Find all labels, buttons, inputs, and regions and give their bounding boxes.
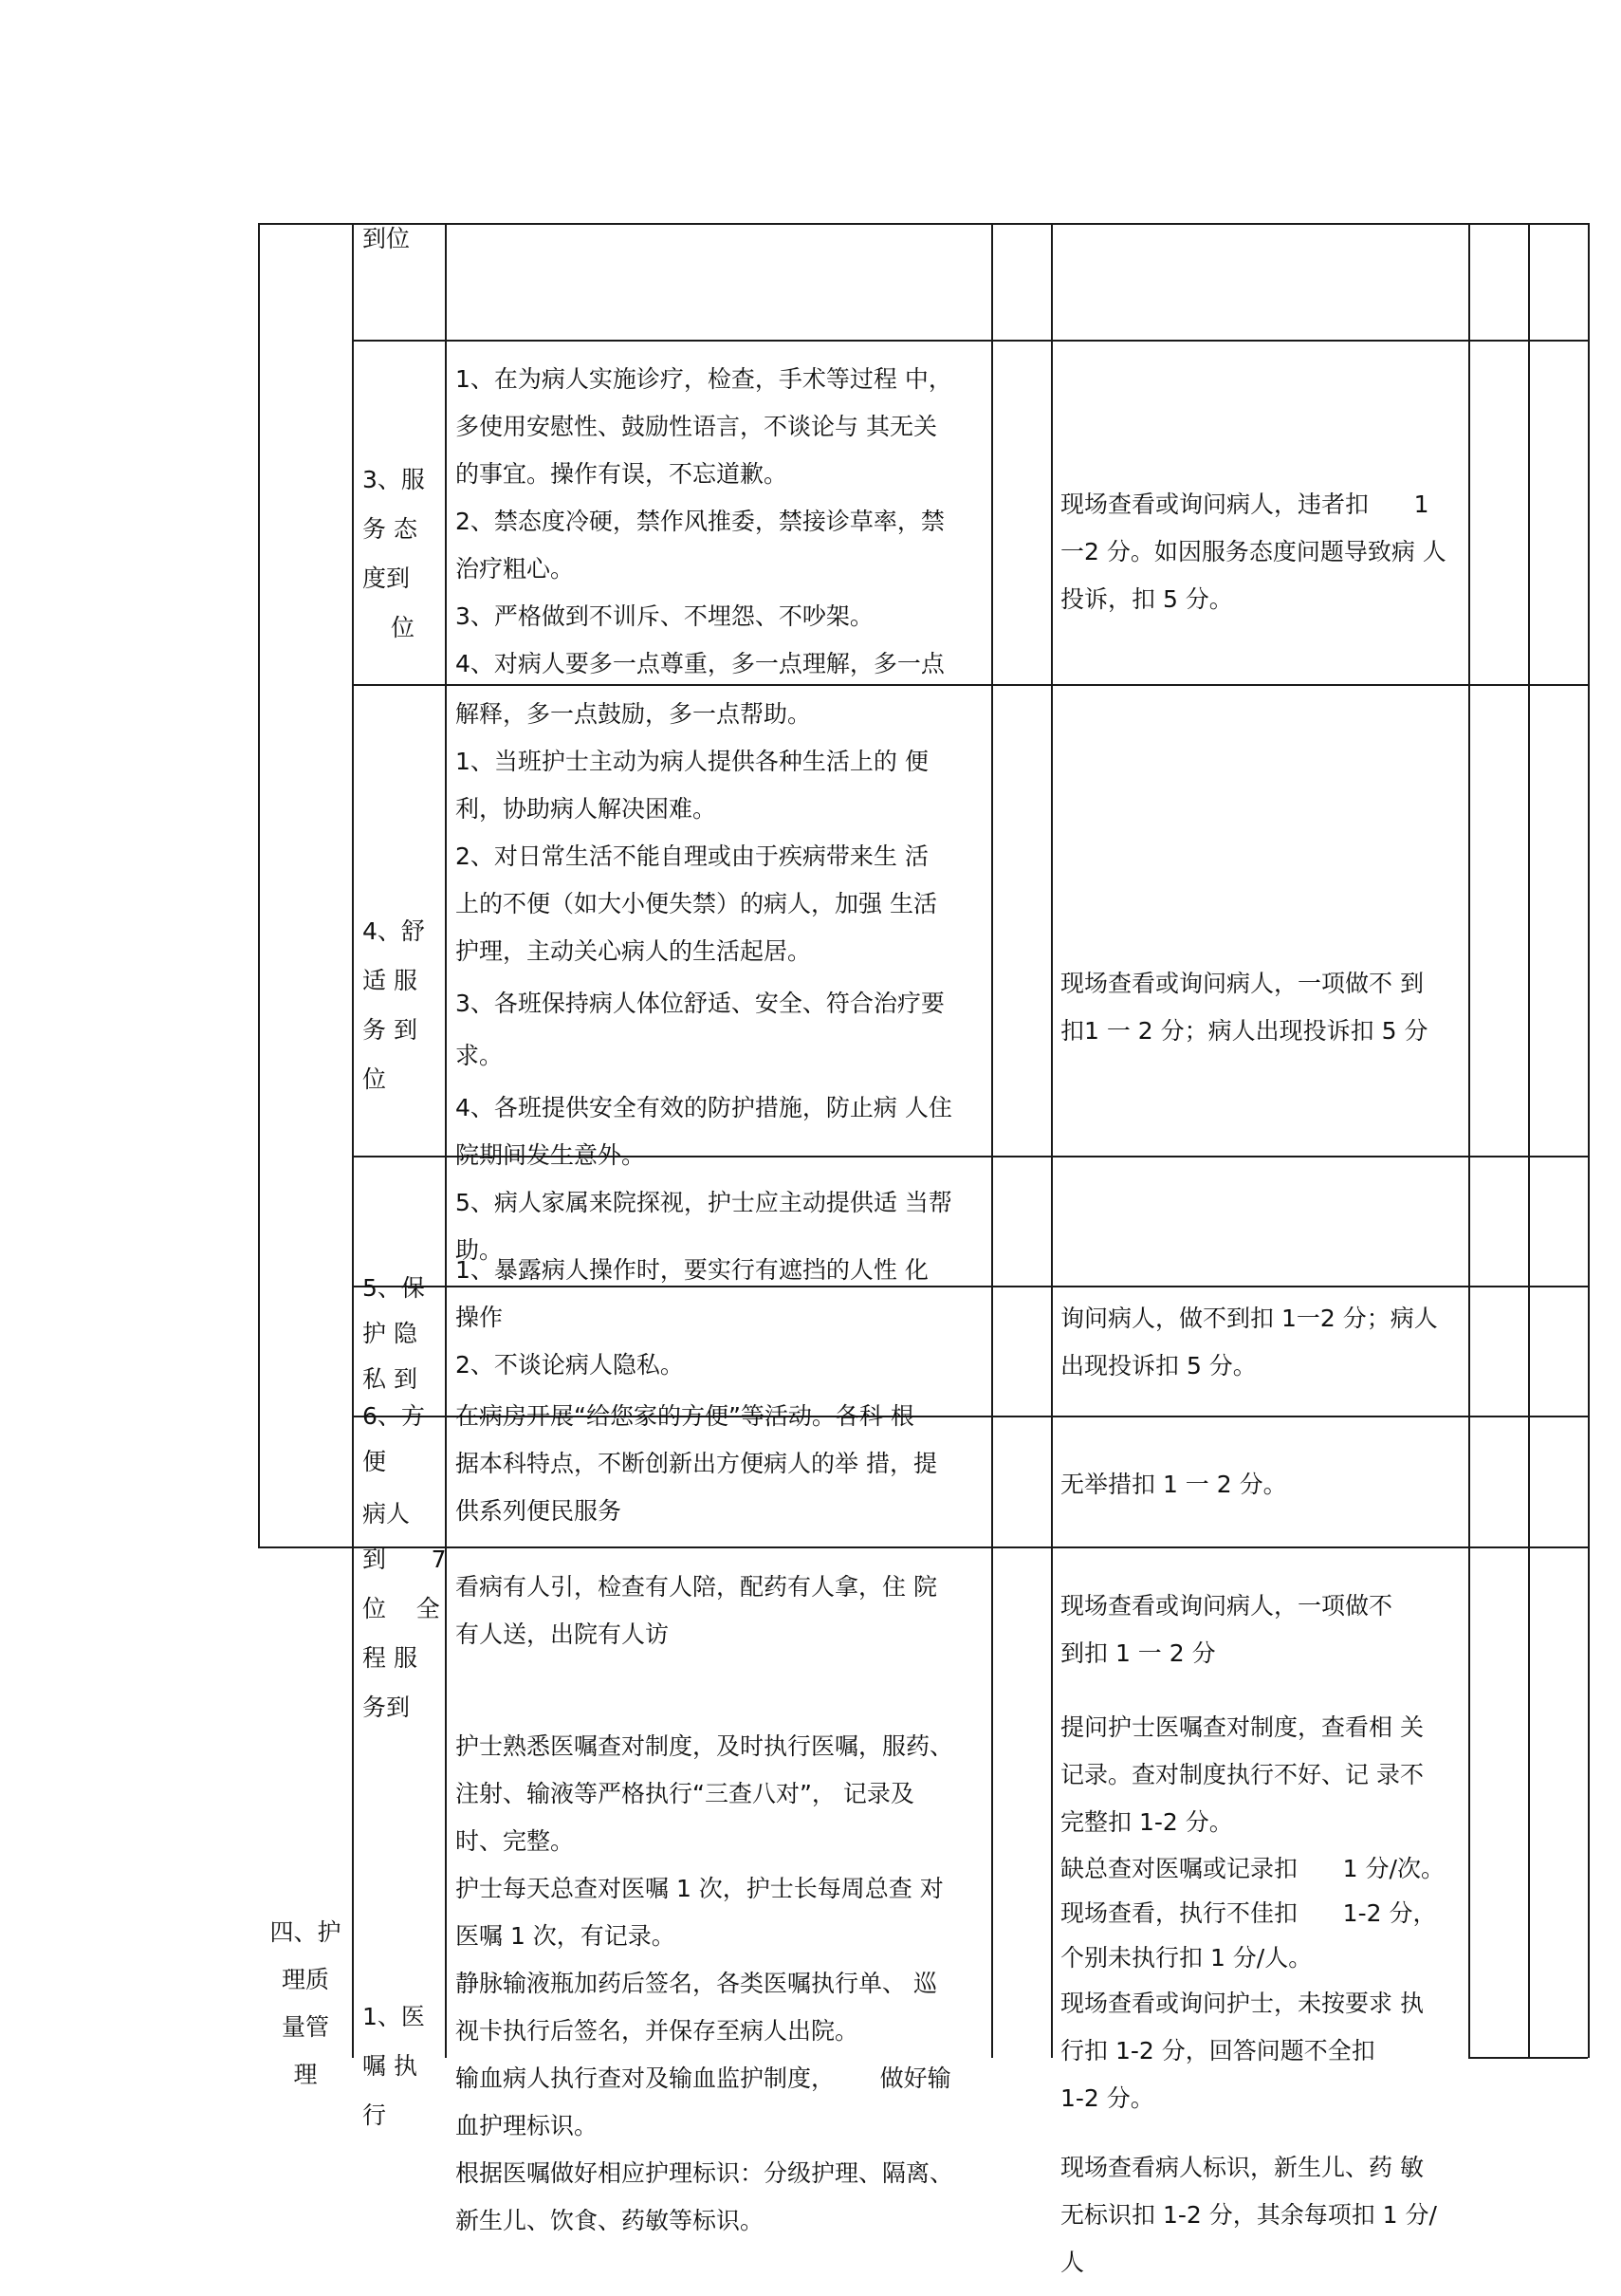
row6-content-line: 看病有人引，检查有人陪，配药有人拿，住 院 [455,1573,937,1601]
col-border-check [1051,223,1053,2058]
row2-content-line: 多使用安慰性、鼓励性语言，不谈论与 其无关 [455,413,937,440]
row6-content-line: 护士每天总查对医嘱 1 次，护士长每周总查 对 [455,1875,944,1902]
row2-item-line: 位 [391,614,415,641]
row6-item-b-line: 行 [362,2102,387,2129]
row6-check-line: 个别未执行扣 1 分/人。 [1060,1944,1313,1972]
row4-content-line: 2、不谈论病人隐私。 [455,1351,684,1379]
row6-check-2-line: 现场查看病人标识，新生儿、药 敏 [1060,2154,1424,2181]
row3-item-line: 位 [362,1065,387,1093]
row6-check-line: 到扣 1 一 2 分 [1060,1639,1216,1667]
row4-item-line: 护 隐 [362,1320,417,1347]
section-category-line: 量管 [281,2013,329,2041]
row5-content-line: 据本科特点，不断创新出方便病人的举 措，提 [455,1450,937,1477]
row6-check [1060,1583,1445,2122]
row3-item-line: 适 服 [362,967,417,994]
row2-item-line: 务 态 [362,515,417,543]
row5-content-line: 供系列便民服务 [455,1497,622,1525]
row2-content-line: 4、对病人要多一点尊重，多一点理解，多一点 [455,650,945,677]
row3-content-line: 上的不便（如大小便失禁）的病人，加强 生活 [455,890,937,917]
row6-item-a-line: 位 全 [362,1595,440,1622]
row6-check-line: 记录。查对制度执行不好、记 录不 [1060,1761,1424,1788]
row3-content-line: 2、对日常生活不能自理或由于疾病带来生 活 [455,842,929,870]
row3-content-line: 解释，多一点鼓励，多一点帮助。 [455,700,812,728]
table-top-border [258,223,1588,225]
row6-check-2-line: 人 [1060,2249,1085,2276]
row4-item [362,1266,425,1402]
row5-item [362,1394,425,1544]
col-border-item [352,223,354,2058]
row2-content-line: 2、禁态度冷硬，禁作风推委，禁接诊草率，禁 [455,508,945,535]
row4-content [455,1247,929,1389]
row2-check-line: 投诉，扣 5 分。 [1060,585,1233,613]
row2-content-line: 的事宜。操作有误，不忘道歉。 [455,460,788,488]
row3-content-line: 5、病人家属来院探视，护士应主动提供适 当帮 [455,1189,952,1216]
row6-check-line: 现场查看或询问护士，未按要求 执 [1060,1990,1424,2017]
row2-content-line: 1、在为病人实施诊疗，检查，手术等过程 中， [455,365,952,393]
section-category-line: 理质 [281,1966,329,1993]
row6-item-a-line: 到 7 [362,1546,447,1573]
row3-content-line: 护理，主动关心病人的生活起居。 [455,937,812,965]
row6-content-line: 有人送，出院有人访 [455,1620,670,1648]
row3-content-line: 助。 [455,1236,504,1264]
row3-check-line: 现场查看或询问病人，一项做不 到 [1060,970,1424,997]
row6-check-line: 提问护士医嘱查对制度，查看相 关 [1060,1713,1424,1741]
row3-item-line: 务 到 [362,1016,417,1044]
section-category-line: 理 [293,2061,318,2088]
section-divider [258,1546,1588,1548]
row6-check-line: 行扣 1-2 分，回答问题不全扣 [1060,2037,1375,2065]
row2-check-line: 现场查看或询问病人，违者扣 1 [1060,491,1429,518]
row6-content-line [455,1658,953,1723]
row6-item-a [362,1535,447,1732]
row5-item-line: 6、方 [362,1402,425,1430]
row5-content-line: 在病房开展“给您家的方便”等活动。各科 根 [455,1402,914,1430]
row6-check-line: 缺总查对医嘱或记录扣 1 分/次。 [1060,1855,1445,1882]
row6-item-b [362,1992,425,2140]
col-border-left [258,223,260,1547]
row3-content-line: 4、各班提供安全有效的防护措施，防止病 人住 [455,1094,952,1121]
row6-item-a-line: 务到 [362,1694,411,1721]
row6-content-line: 注射、输液等严格执行“三查八对”， 记录及 [455,1780,914,1807]
row3-content-line: 利，协助病人解决困难。 [455,795,717,823]
row4-content-line: 1、暴露病人操作时，要实行有遮挡的人性 化 [455,1256,929,1284]
row6-content-line: 视卡执行后签名，并保存至病人出院。 [455,2017,859,2045]
row3-content-line: 1、当班护士主动为病人提供各种生活上的 便 [455,748,929,775]
row6-content-line: 护士熟悉医嘱查对制度，及时执行医嘱，服药、 [455,1732,954,1760]
row6-check-line: 现场查看或询问病人，一项做不 [1060,1592,1393,1620]
row2-check [1060,481,1446,623]
row5-item-line: 病人 [362,1500,411,1528]
row3-content [455,691,952,1269]
col-border-score [991,223,993,2058]
row5-content [455,1393,937,1535]
row3-content-line: 院期间发生意外。 [455,1141,646,1169]
row2-content-line: 3、严格做到不训斥、不埋怨、不吵架。 [455,602,874,630]
row3-check-line: 扣1 一 2 分；病人出现投诉扣 5 分 [1060,1017,1428,1045]
row6-content-line: 输血病人执行查对及输血监护制度， 做好输 [455,2065,951,2092]
row3-item [362,907,425,1104]
row5-check: 无举措扣 1 一 2 分。 [1060,1471,1287,1498]
row6-content-line: 血护理标识。 [455,2112,599,2139]
row6-check-line: 现场查看，执行不佳扣 1-2 分， [1060,1899,1437,1927]
row2-check-line: 一2 分。如因服务态度问题导致病 人 [1060,538,1446,565]
row6-check-line: 完整扣 1-2 分。 [1060,1808,1233,1836]
row6-content-line: 静脉输液瓶加药后签名，各类医嘱执行单、 巡 [455,1970,937,1997]
row6-content-line: 根据医嘱做好相应护理标识：分级护理、隔离、 [455,2159,954,2187]
row3-content-line: 3、各班保持病人体位舒适、安全、符合治疗要 [455,990,945,1017]
row2-item [362,455,425,653]
col-border-right2 [1528,223,1530,2058]
row6-content-line: 时、完整。 [455,1827,575,1855]
row4-check-line: 询问病人，做不到扣 1一2 分；病人 [1060,1305,1438,1332]
row-divider-1 [352,340,1588,342]
row6-check-2-line: 无标识扣 1-2 分，其余每项扣 1 分/ [1060,2201,1437,2229]
col-border-right1 [1468,223,1470,2058]
col-border-right3 [1588,223,1590,2058]
row2-content [455,356,952,688]
row4-item-line: 5、保 [362,1274,425,1302]
row4-check [1060,1295,1438,1390]
row2-content-line: 治疗粗心。 [455,555,575,583]
row4-content-line: 操作 [455,1304,504,1331]
row2-item-line: 3、服 [362,466,425,493]
row6-content-line: 新生儿、饮食、药敏等标识。 [455,2207,764,2234]
row6-check-2 [1060,2144,1437,2287]
row5-item-line: 便 [362,1448,387,1475]
row6-check-line [1060,1677,1445,1704]
row6-check-line: 1-2 分。 [1060,2084,1154,2112]
row4-item-line: 私 到 [362,1365,417,1393]
row3-item-line: 4、舒 [362,917,425,945]
row6-item-b-line: 1、医 [362,2003,425,2030]
col-border-content [445,223,447,2058]
row6-content-line: 医嘱 1 次，有记录。 [455,1922,675,1950]
row2-item-line: 度到 [362,565,411,592]
row6-item-a-line: 程 服 [362,1644,417,1672]
row6-item-b-line: 嘱 执 [362,2052,417,2080]
section-category [267,1909,343,2099]
row3-content-line: 求。 [455,1042,504,1069]
row1-item: 到位 [362,225,411,252]
row6-content [455,1564,953,2245]
section-category-line: 四、护 [269,1918,341,1946]
row3-check [1060,960,1428,1055]
row4-check-line: 出现投诉扣 5 分。 [1060,1352,1257,1379]
